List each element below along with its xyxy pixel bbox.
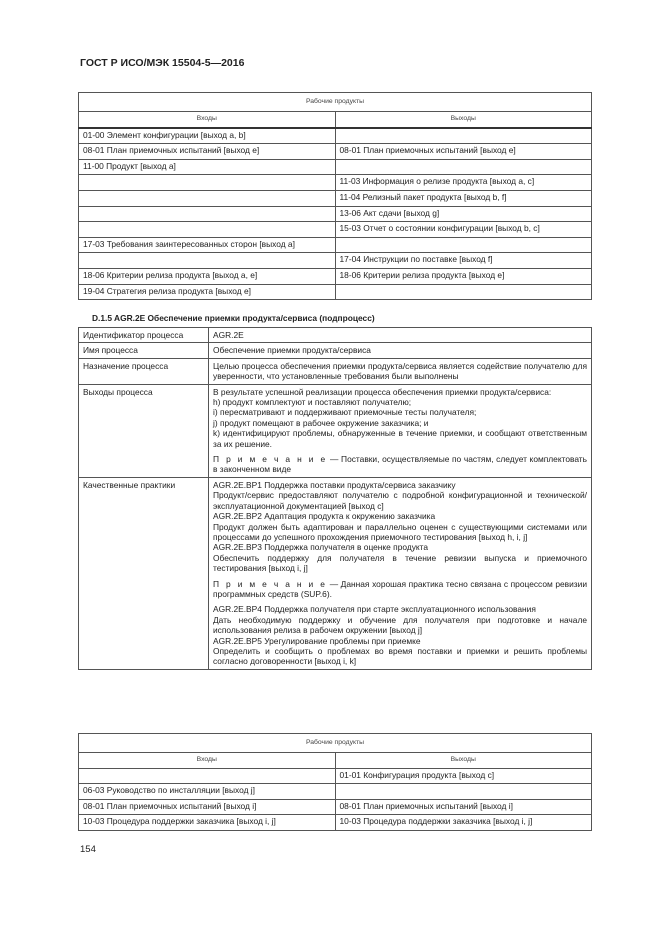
process-outcomes-value <box>209 384 592 477</box>
base-practices-value <box>209 477 592 669</box>
table-row <box>79 128 592 144</box>
output-cell: 18-06 Критерии релиза продукта [выход e] <box>335 268 592 284</box>
work-products-table-1 <box>78 92 592 300</box>
output-cell <box>335 128 592 144</box>
output-cell <box>335 159 592 175</box>
output-cell <box>335 784 592 800</box>
bp4-text: Дать необходимую поддержку и обучение для получателя при подготовке и начале использования релиза в рабочем окружении [выход j] <box>213 614 587 636</box>
table-row <box>79 328 592 343</box>
output-cell: 11-03 Информация о релизе продукта [выход a, c] <box>335 175 592 191</box>
outcomes-note <box>213 454 587 475</box>
table-row <box>79 159 592 175</box>
practices-note <box>213 579 587 600</box>
input-cell: 08-01 План приемочных испытаний [выход e] <box>79 144 336 160</box>
input-cell <box>79 768 336 784</box>
column-header-inputs: Входы <box>79 753 336 769</box>
input-cell <box>79 175 336 191</box>
base-practices-label: Качественные практики <box>79 477 209 669</box>
table-row <box>79 253 592 269</box>
table-row <box>79 343 592 358</box>
input-cell: 01-00 Элемент конфигурации [выход a, b] <box>79 128 336 144</box>
table-row <box>79 144 592 160</box>
outcomes-intro: В результате успешной реализации процесса обеспечения приемки продукта/сервиса: <box>213 386 552 397</box>
table-row <box>79 237 592 253</box>
table-row <box>79 284 592 300</box>
table-row <box>79 784 592 800</box>
output-cell: 10-03 Процедура поддержки заказчика [выход i, j] <box>335 815 592 831</box>
table-caption: Рабочие продукты <box>79 93 592 112</box>
table-row <box>79 384 592 477</box>
output-cell: 01-01 Конфигурация продукта [выход c] <box>335 768 592 784</box>
input-cell: 10-03 Процедура поддержки заказчика [выход i, j] <box>79 815 336 831</box>
table-row <box>79 358 592 384</box>
process-outcomes-label: Выходы процесса <box>79 384 209 477</box>
input-cell: 19-04 Стратегия релиза продукта [выход e] <box>79 284 336 300</box>
table-row <box>79 175 592 191</box>
process-purpose-label: Назначение процесса <box>79 358 209 384</box>
process-purpose-value: Целью процесса обеспечения приемки продукта/сервиса является содействие получателю для уверенности, что установленные требования были выполнены <box>209 358 592 384</box>
output-cell: 08-01 План приемочных испытаний [выход e] <box>335 144 592 160</box>
bp5-text: Определить и сообщить о проблемах во время поставки и приемки и решить проблемы согласно договоренности [выход i, k] <box>213 645 587 667</box>
input-cell <box>79 206 336 222</box>
table-row <box>79 190 592 206</box>
column-header-inputs: Входы <box>79 112 336 128</box>
input-cell: 18-06 Критерии релиза продукта [выход a, e] <box>79 268 336 284</box>
output-cell: 08-01 План приемочных испытаний [выход i] <box>335 799 592 815</box>
input-cell <box>79 222 336 238</box>
outcome-j: j) продукт помещают в рабочее окружение заказчика; и <box>213 417 429 428</box>
bp1-title: AGR.2E.BP1 Поддержка поставки продукта/сервиса заказчику <box>213 479 456 490</box>
note-label: П р и м е ч а н и е <box>213 578 328 589</box>
bp4-title: AGR.2E.BP4 Поддержка получателя при старте эксплуатационного использования <box>213 604 536 615</box>
output-cell <box>335 237 592 253</box>
output-cell: 11-04 Релизный пакет продукта [выход b, f] <box>335 190 592 206</box>
output-cell <box>335 284 592 300</box>
process-table <box>78 327 592 670</box>
bp1-text: Продукт/сервис предоставляют получателю с подробной конфигурационной и технической/эксплуатационной документацией [выход c] <box>213 490 587 511</box>
outcome-h: h) продукт комплектуют и поставляют получателю; <box>213 397 412 408</box>
column-header-outputs: Выходы <box>335 112 592 128</box>
note-label: П р и м е ч а н и е <box>213 454 328 465</box>
table-row <box>79 268 592 284</box>
output-cell: 13-06 Акт сдачи [выход g] <box>335 206 592 222</box>
table-row <box>79 222 592 238</box>
outcome-i: i) пересматривают и поддерживают приемочные тесты получателя; <box>213 407 477 418</box>
process-name-label: Имя процесса <box>79 343 209 358</box>
table-row <box>79 477 592 669</box>
note-text: — Поставки, осуществляемые по частям, следует комплектовать в законченном виде <box>213 454 587 475</box>
section-title: D.1.5 AGR.2E Обеспечение приемки продукта/сервиса (подпроцесс) <box>92 313 375 323</box>
column-header-outputs: Выходы <box>335 753 592 769</box>
output-cell: 17-04 Инструкции по поставке [выход f] <box>335 253 592 269</box>
outcome-k: k) идентифицируют проблемы, обнаруженные в течение приемки, и сообщают ответственным за их решение. <box>213 428 587 449</box>
output-cell: 15-03 Отчет о состоянии конфигурации [выход b, c] <box>335 222 592 238</box>
table-row <box>79 768 592 784</box>
input-cell <box>79 190 336 206</box>
process-name-value: Обеспечение приемки продукта/сервиса <box>209 343 592 358</box>
input-cell: 17-03 Требования заинтересованных сторон [выход a] <box>79 237 336 253</box>
bp2-text: Продукт должен быть адаптирован и параллельно оценен с существующими системами или процессами до успешного прохождения приемочного тестирования [выход h, i, j] <box>213 521 587 542</box>
table-row <box>79 815 592 831</box>
input-cell <box>79 253 336 269</box>
input-cell: 06-03 Руководство по инсталляции [выход j] <box>79 784 336 800</box>
input-cell: 08-01 План приемочных испытаний [выход i] <box>79 799 336 815</box>
table-caption: Рабочие продукты <box>79 734 592 753</box>
process-id-value: AGR.2E <box>209 328 592 343</box>
process-id-label: Идентификатор процесса <box>79 328 209 343</box>
table-row <box>79 799 592 815</box>
input-cell: 11-00 Продукт [выход a] <box>79 159 336 175</box>
bp3-text: Обеспечить поддержку для получателя в течение ревизии выпуска и приемочного тестирования [выход i, j] <box>213 552 587 574</box>
table-row <box>79 206 592 222</box>
bp5-title: AGR.2E.BP5 Урегулирование проблемы при приемке <box>213 635 421 646</box>
document-header: ГОСТ Р ИСО/МЭК 15504-5—2016 <box>80 57 245 69</box>
note-text: — Данная хорошая практика тесно связана с процессом ревизии программных средств (SUP.6). <box>213 578 587 599</box>
bp3-title: AGR.2E.BP3 Поддержка получателя в оценке продукта <box>213 542 429 553</box>
page-number: 154 <box>80 844 96 855</box>
bp2-title: AGR.2E.BP2 Адаптация продукта к окружению заказчика <box>213 511 436 522</box>
work-products-table-2 <box>78 733 592 831</box>
